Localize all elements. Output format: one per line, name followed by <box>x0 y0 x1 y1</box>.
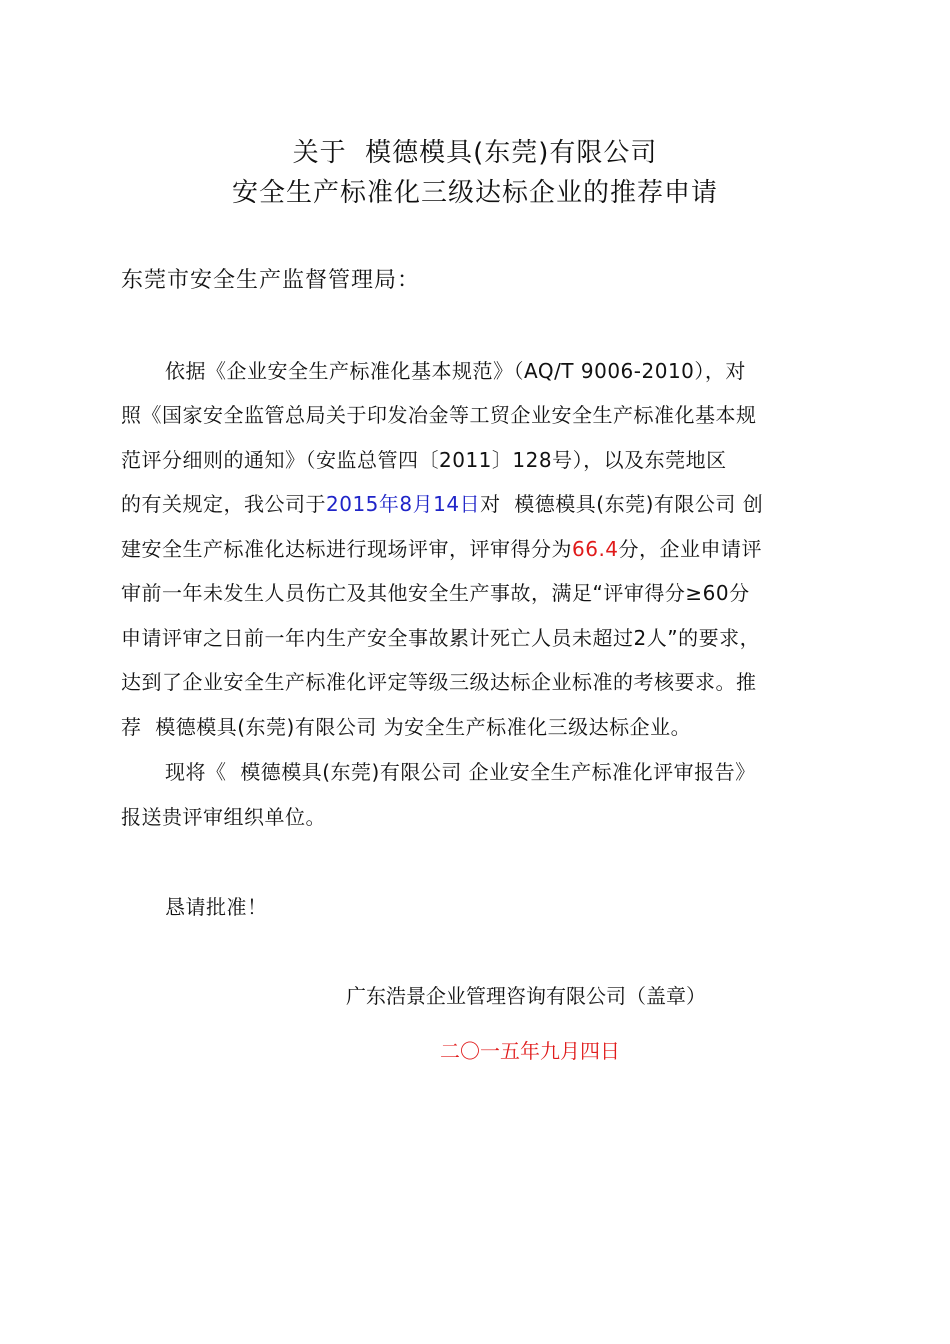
body-line-4-suffix: 对 模德模具(东莞)有限公司 创 <box>480 492 764 516</box>
body-line-1: 依据《企业安全生产标准化基本规范》（AQ/T 9006-2010），对 <box>165 359 746 383</box>
sign-date: 二〇一五年九月四日 <box>440 1039 620 1063</box>
signer-company: 广东浩景企业管理咨询有限公司（盖章） <box>346 984 706 1008</box>
body-line-2: 照《国家安全监管总局关于印发冶金等工贸企业安全生产标准化基本规 <box>121 403 757 427</box>
body-line-6: 审前一年未发生人员伤亡及其他安全生产事故，满足“评审得分≥60分 <box>121 581 750 605</box>
document-title-line-1: 关于 模德模具(东莞)有限公司 <box>292 138 658 168</box>
body-line-9: 荐 模德模具(东莞)有限公司 为安全生产标准化三级达标企业。 <box>121 715 692 739</box>
body-line-4-prefix: 的有关规定，我公司于 <box>121 492 326 516</box>
body-line-5 <box>121 535 762 563</box>
body-line-8: 达到了企业安全生产标准化评定等级三级达标企业标准的考核要求。推 <box>121 670 757 694</box>
body-line-7: 申请评审之日前一年内生产安全事故累计死亡人员未超过2人”的要求， <box>121 626 761 650</box>
body-line-10: 现将《 模德模具(东莞)有限公司 企业安全生产标准化评审报告》 <box>165 760 756 784</box>
salutation: 东莞市安全生产监督管理局： <box>121 268 421 293</box>
body-line-3: 范评分细则的通知》（安监总管四〔2011〕128号），以及东莞地区 <box>121 448 727 472</box>
document-title-line-2: 安全生产标准化三级达标企业的推荐申请 <box>231 178 718 208</box>
request-line: 恳请批准！ <box>165 895 268 919</box>
body-line-5-prefix: 建安全生产标准化达标进行现场评审，评审得分为 <box>121 537 572 561</box>
audit-date: 2015年8月14日 <box>326 492 481 516</box>
audit-score: 66.4 <box>572 537 619 561</box>
body-line-11: 报送贵评审组织单位。 <box>121 805 326 829</box>
body-line-5-suffix: 分，企业申请评 <box>618 537 763 561</box>
body-line-4 <box>121 490 763 518</box>
